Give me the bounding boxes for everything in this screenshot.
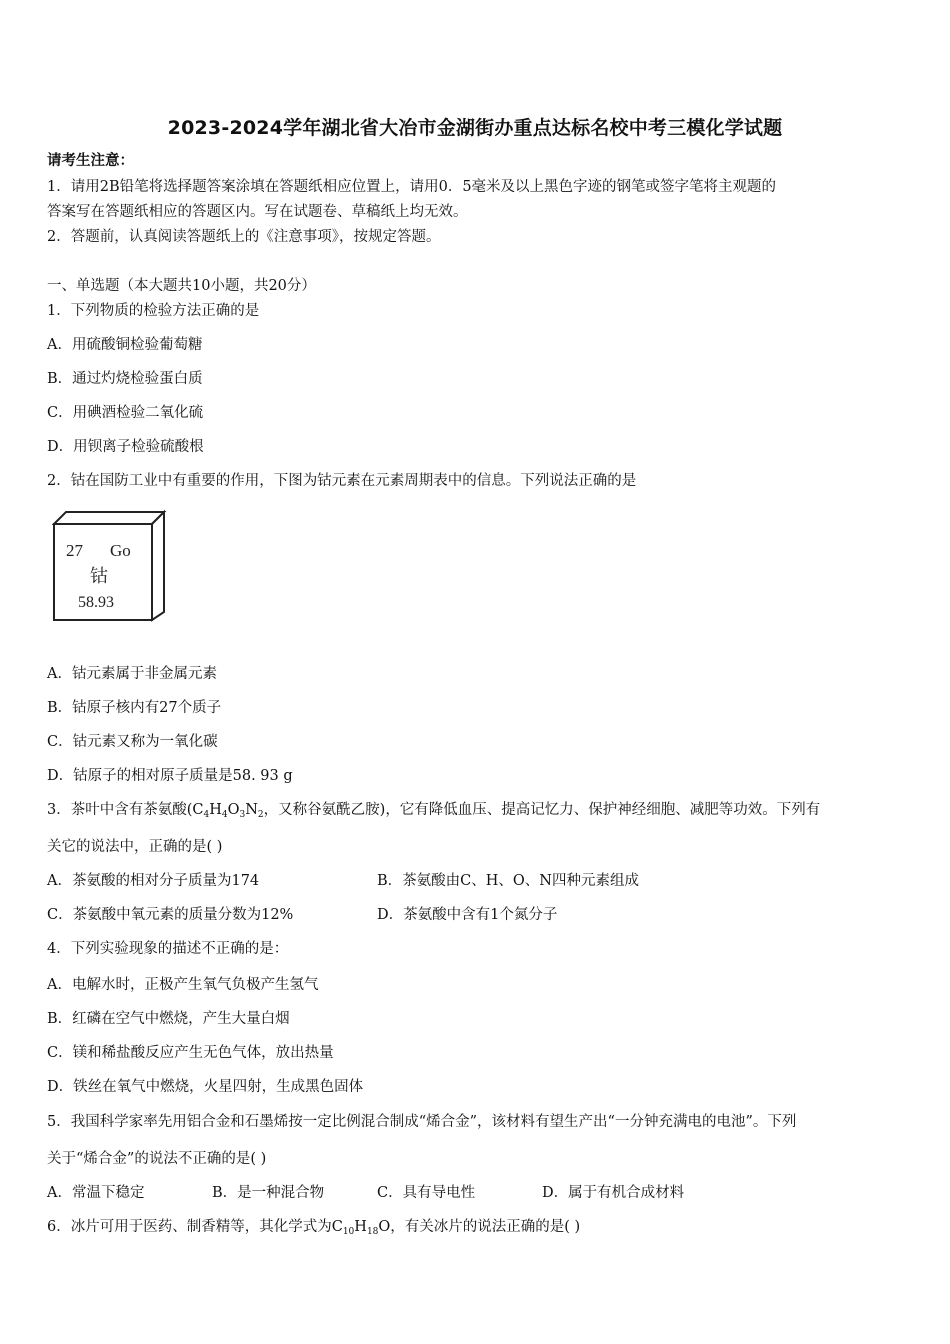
notice-heading: 请考生注意： <box>47 152 134 169</box>
q2-stem: 2．钴在国防工业中有重要的作用，下图为钴元素在元素周期表中的信息。下列说法正确的是 <box>47 473 637 489</box>
q3-formula-o-count: 3 <box>239 810 246 820</box>
q4-option-d: D．铁丝在氧气中燃烧，火星四射，生成黑色固体 <box>47 1079 364 1095</box>
q3-formula-h-count: 4 <box>221 810 228 820</box>
q2-option-a: A．钴元素属于非金属元素 <box>47 666 217 682</box>
element-cell-figure <box>50 508 168 624</box>
q6-formula-h: H <box>354 1219 367 1235</box>
q5-option-c: C．具有导电性 <box>377 1185 476 1201</box>
notice-item-1-line-2: 答案写在答题纸相应的答题区内。写在试题卷、草稿纸上均无效。 <box>47 204 468 220</box>
q3-formula-h: H <box>209 802 222 818</box>
element-symbol: Go <box>110 541 131 560</box>
q3-option-d: D．茶氨酸中含有1个氮分子 <box>377 907 558 923</box>
section-heading: 一、单选题（本大题共10小题，共20分） <box>47 278 316 294</box>
notice-item-2: 2．答题前，认真阅读答题纸上的《注意事项》，按规定答题。 <box>47 229 441 245</box>
q3-stem-pre: 3．茶叶中含有茶氨酸(C <box>47 802 204 818</box>
q2-option-d: D．钴原子的相对原子质量是58. 93 g <box>47 768 293 784</box>
q5-option-b: B．是一种混合物 <box>212 1185 325 1201</box>
q3-option-b: B．茶氨酸由C、H、O、N四种元素组成 <box>377 873 639 889</box>
q3-stem-line-2: 关它的说法中，正确的是( ) <box>47 839 223 855</box>
q6-stem <box>47 1217 580 1242</box>
q1-option-d: D．用钡离子检验硫酸根 <box>47 439 204 455</box>
q6-stem-post: ，有关冰片的说法正确的是( ) <box>390 1219 581 1235</box>
q5-stem-line-1: 5．我国科学家率先用铝合金和石墨烯按一定比例混合制成“烯合金”，该材料有望生产出“一分钟充满电的电池”。下列 <box>47 1114 797 1130</box>
q5-stem-line-2: 关于“烯合金”的说法不正确的是( ) <box>47 1151 267 1167</box>
element-atomic-mass: 58.93 <box>78 594 114 611</box>
q1-option-a: A．用硫酸铜检验葡萄糖 <box>47 337 203 353</box>
q5-option-d: D．属于有机合成材料 <box>542 1185 685 1201</box>
element-cell-top-face <box>54 512 164 524</box>
q1-option-b: B．通过灼烧检验蛋白质 <box>47 371 203 387</box>
q1-option-c: C．用碘酒检验二氧化硫 <box>47 405 204 421</box>
q3-formula-c-count: 4 <box>203 810 210 820</box>
q3-option-a: A．茶氨酸的相对分子质量为174 <box>47 873 260 889</box>
q6-formula-h-count: 18 <box>366 1227 379 1237</box>
q3-formula-n: N <box>245 802 258 818</box>
q1-stem: 1．下列物质的检验方法正确的是 <box>47 303 260 319</box>
q3-stem-post: ，又称谷氨酰乙胺)，它有降低血压、提高记忆力、保护神经细胞、减肥等功效。下列有 <box>263 802 821 818</box>
element-name: 钴 <box>90 566 108 586</box>
q6-stem-pre: 6．冰片可用于医药、制香精等，其化学式为C <box>47 1219 343 1235</box>
q6-formula-o: O <box>378 1219 391 1235</box>
q2-option-c: C．钴元素又称为一氧化碳 <box>47 734 218 750</box>
notice-item-1-line-1: 1．请用2B铅笔将选择题答案涂填在答题纸相应位置上，请用0．5毫米及以上黑色字迹的钢笔或签字笔将主观题的 <box>47 179 777 195</box>
element-atomic-number: 27 <box>66 541 83 560</box>
q5-option-a: A．常温下稳定 <box>47 1185 145 1201</box>
q2-option-b: B．钴原子核内有27个质子 <box>47 700 222 716</box>
q3-formula-n-count: 2 <box>257 810 264 820</box>
q3-stem-line-1 <box>47 800 820 825</box>
q4-option-c: C．镁和稀盐酸反应产生无色气体，放出热量 <box>47 1045 334 1061</box>
page-title: 2023-2024学年湖北省大冶市金湖街办重点达标名校中考三模化学试题 <box>167 117 783 139</box>
q4-stem: 4．下列实验现象的描述不正确的是： <box>47 941 289 957</box>
q4-option-b: B．红磷在空气中燃烧，产生大量白烟 <box>47 1011 290 1027</box>
q6-formula-c-count: 10 <box>342 1227 355 1237</box>
q4-option-a: A．电解水时，正极产生氧气负极产生氢气 <box>47 977 319 993</box>
q3-formula-o: O <box>227 802 240 818</box>
element-cell-side-face <box>152 512 164 620</box>
q3-option-c: C．茶氨酸中氧元素的质量分数为12% <box>47 907 294 923</box>
